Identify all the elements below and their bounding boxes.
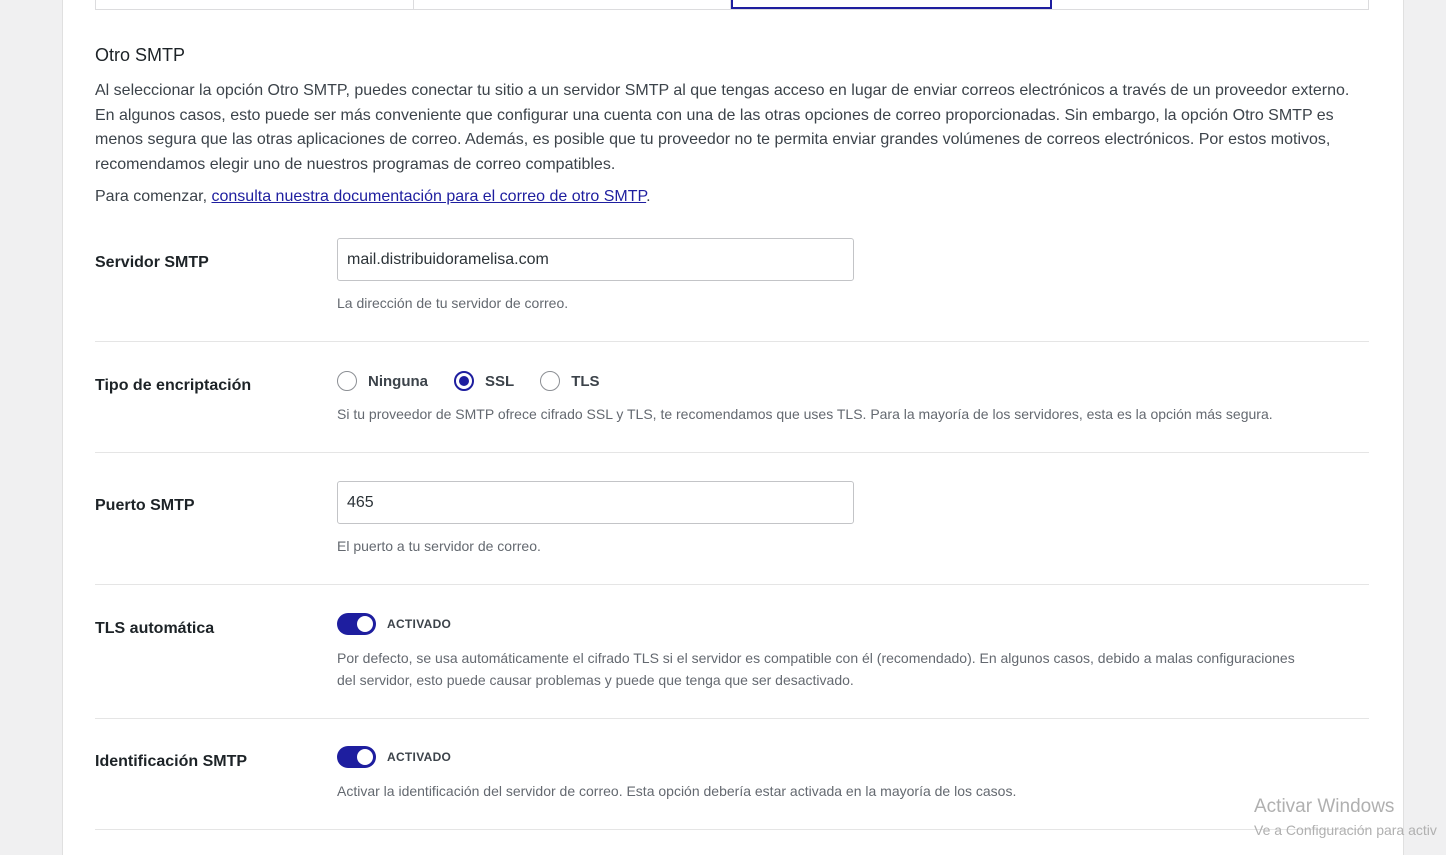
section-intro xyxy=(95,188,651,206)
mailer-tab-other-smtp[interactable] xyxy=(731,0,1052,9)
windows-activation-watermark xyxy=(1254,796,1437,838)
smtp-host-help: La dirección de tu servidor de correo. xyxy=(337,295,569,311)
smtp-auth-toggle[interactable] xyxy=(337,746,376,768)
encryption-label: Tipo de encriptación xyxy=(95,377,252,394)
divider xyxy=(95,829,1369,830)
mailer-tab-4[interactable] xyxy=(1052,0,1369,9)
radio-checked-icon xyxy=(454,371,474,391)
smtp-port-label: Puerto SMTP xyxy=(95,497,195,514)
auto-tls-toggle-wrap xyxy=(337,613,451,635)
documentation-link[interactable]: consulta nuestra documentación para el correo de otro SMTP xyxy=(211,188,647,205)
watermark-subtitle: Ve a Configuración para activ xyxy=(1254,822,1437,838)
smtp-port-input[interactable] xyxy=(337,481,854,524)
auto-tls-help: Por defecto, se usa automáticamente el cifrado TLS si el servidor es compatible con él (recomendado). En algunos casos, debido a malas configuraciones del servidor, esto puede causar problemas y puede que tenga que ser desactivado. xyxy=(337,650,1295,688)
intro-suffix: . xyxy=(646,188,651,205)
radio-unchecked-icon xyxy=(337,371,357,391)
radio-unchecked-icon xyxy=(540,371,560,391)
smtp-auth-toggle-wrap xyxy=(337,746,451,768)
section-title: Otro SMTP xyxy=(95,45,186,65)
divider xyxy=(95,584,1369,585)
smtp-auth-label: Identificación SMTP xyxy=(95,753,248,770)
encryption-option-ssl[interactable] xyxy=(454,371,514,391)
smtp-host-input[interactable] xyxy=(337,238,854,281)
smtp-port-help: El puerto a tu servidor de correo. xyxy=(337,538,541,554)
auto-tls-state: ACTIVADO xyxy=(387,617,452,631)
mailer-tab-2[interactable] xyxy=(414,0,732,9)
radio-label-tls: TLS xyxy=(571,372,600,390)
encryption-help: Si tu proveedor de SMTP ofrece cifrado SSL y TLS, te recomendamos que uses TLS. Para la mayoría de los servidores, esta es la opción más segura. xyxy=(337,406,1273,422)
encryption-radio-group xyxy=(337,371,626,391)
radio-label-ssl: SSL xyxy=(485,372,515,390)
section-description: Al seleccionar la opción Otro SMTP, puedes conectar tu sitio a un servidor SMTP al que tengas acceso en lugar de enviar correos electrónicos a través de un proveedor externo. En algunos casos, esto puede ser más conveniente que configurar una cuenta con una de las otras opciones de correo proporcionadas. Sin embargo, la opción Otro SMTP es menos segura que las otras aplicaciones de correo. Además, es posible que tu proveedor no te permita enviar grandes volúmenes de correos electrónicos. Por estos motivos, recomendamos elegir uno de nuestros programas de correo compatibles. xyxy=(95,82,1350,173)
divider xyxy=(95,341,1369,342)
encryption-option-none[interactable] xyxy=(337,371,428,391)
radio-label-none: Ninguna xyxy=(368,372,428,390)
intro-prefix: Para comenzar, xyxy=(95,188,212,205)
auto-tls-toggle[interactable] xyxy=(337,613,376,635)
watermark-title: Activar Windows xyxy=(1254,796,1395,817)
encryption-option-tls[interactable] xyxy=(540,371,599,391)
mailer-tabs xyxy=(95,0,1369,10)
mailer-tab-1[interactable] xyxy=(96,0,414,9)
divider xyxy=(95,718,1369,719)
smtp-auth-state: ACTIVADO xyxy=(387,750,452,764)
auto-tls-label: TLS automática xyxy=(95,620,215,637)
divider xyxy=(95,452,1369,453)
toggle-knob-icon xyxy=(357,749,373,765)
toggle-knob-icon xyxy=(357,616,373,632)
smtp-host-label: Servidor SMTP xyxy=(95,254,209,271)
smtp-auth-help: Activar la identificación del servidor de correo. Esta opción debería estar activada en la mayoría de los casos. xyxy=(337,783,1017,799)
